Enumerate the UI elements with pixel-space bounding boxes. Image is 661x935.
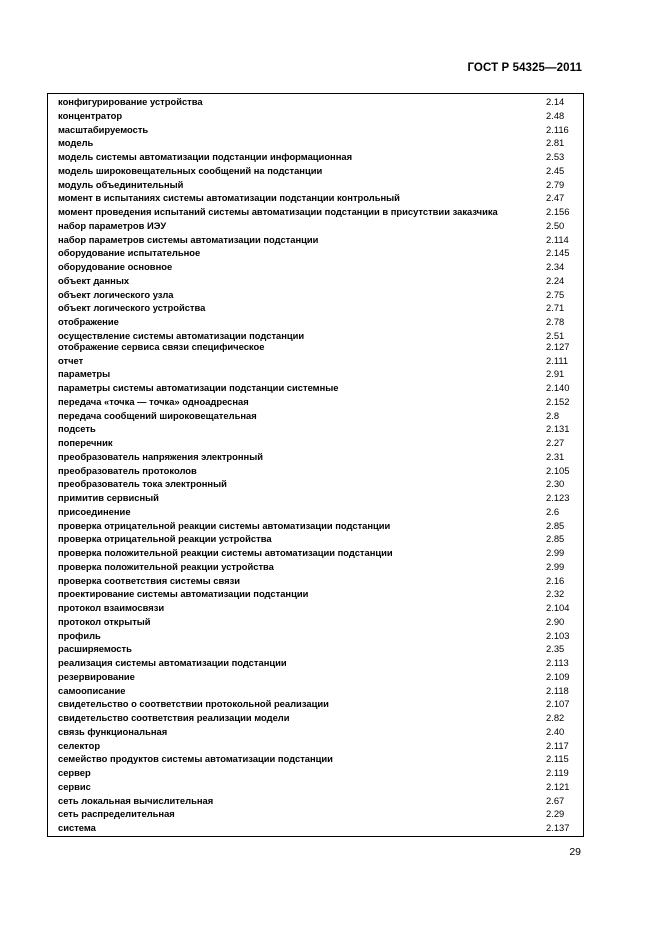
index-entry (58, 137, 573, 149)
index-reference: 2.6 (546, 505, 560, 517)
index-reference: 2.90 (546, 615, 565, 627)
index-term: модель широковещательных сообщений на подстанции (58, 164, 323, 176)
index-term: реализация системы автоматизации подстанции (58, 657, 287, 669)
index-term: преобразователь протоколов (58, 464, 197, 476)
index-term: модель системы автоматизации подстанции информационная (58, 151, 353, 162)
index-term: поперечник (58, 437, 113, 449)
index-term: передача сообщений широковещательная (58, 409, 257, 421)
index-entry (58, 657, 573, 669)
index-reference: 2.105 (546, 464, 570, 476)
index-term: примитив сервисный (58, 492, 159, 504)
index-term: протокол открытый (58, 615, 151, 627)
index-term: набор параметров системы автоматизации подстанции (58, 233, 319, 245)
index-entry (58, 547, 573, 559)
index-term: присоединение (58, 505, 131, 517)
index-entry (58, 630, 573, 642)
index-term: отображение (58, 316, 119, 327)
index-reference: 2.24 (546, 274, 565, 286)
index-reference: 2.152 (546, 395, 570, 407)
index-reference: 2.127 (546, 340, 570, 352)
index-term: концентратор (58, 109, 123, 121)
index-reference: 2.47 (546, 192, 565, 204)
index-reference: 2.79 (546, 178, 565, 190)
index-reference: 2.113 (546, 657, 569, 669)
index-term: сеть распределительная (58, 808, 175, 820)
index-reference: 2.71 (546, 302, 565, 314)
index-term: сеть локальная вычислительная (58, 794, 214, 806)
index-reference: 2.32 (546, 588, 565, 600)
index-entry (58, 451, 573, 463)
index-reference: 2.31 (546, 450, 565, 462)
index-reference: 2.82 (546, 712, 565, 724)
index-reference: 2.8 (546, 409, 560, 421)
index-entry (58, 234, 573, 246)
index-entry (58, 588, 573, 600)
index-reference: 2.123 (546, 492, 570, 504)
index-term: проверка соответствия системы связи (58, 574, 241, 586)
index-reference: 2.99 (546, 547, 565, 559)
index-term: объект логического устройства (58, 302, 206, 314)
index-entry (58, 822, 573, 834)
index-term: объект логического узла (58, 288, 174, 300)
index-reference: 2.103 (546, 629, 570, 641)
index-table (47, 93, 584, 837)
index-reference: 2.145 (546, 247, 570, 259)
index-entry (58, 753, 573, 765)
index-reference: 2.16 (546, 574, 565, 586)
document-standard-header: ГОСТ Р 54325—2011 (467, 62, 582, 74)
index-term: проверка отрицательной реакции устройства (58, 533, 272, 545)
index-term: модуль объединительный (58, 178, 184, 190)
index-term: проектирование системы автоматизации подстанции (58, 588, 309, 600)
index-reference: 2.156 (546, 206, 570, 217)
index-term: масштабируемость (58, 123, 149, 135)
index-entry (58, 808, 573, 820)
index-entry (58, 396, 573, 408)
index-reference: 2.27 (546, 437, 565, 449)
index-entry (58, 96, 573, 108)
index-term: оборудование основное (58, 261, 173, 272)
index-term: система (58, 822, 96, 834)
index-reference: 2.91 (546, 368, 565, 380)
index-entry (58, 124, 573, 136)
index-entry (58, 561, 573, 573)
index-entry (58, 712, 573, 724)
index-entry (58, 520, 573, 532)
index-reference: 2.34 (546, 261, 565, 272)
index-entry (58, 316, 573, 328)
index-reference: 2.75 (546, 288, 565, 300)
index-reference: 2.118 (546, 684, 569, 696)
index-reference: 2.109 (546, 670, 570, 682)
index-term: подсеть (58, 423, 96, 435)
index-reference: 2.81 (546, 137, 565, 149)
index-reference: 2.51 (546, 329, 565, 341)
index-entry (58, 643, 573, 655)
index-term: параметры системы автоматизации подстанции системные (58, 382, 339, 394)
index-entry (58, 616, 573, 628)
index-reference: 2.140 (546, 382, 570, 394)
index-entry (58, 465, 573, 477)
index-reference: 2.40 (546, 725, 565, 737)
index-reference: 2.35 (546, 643, 565, 655)
index-entry (58, 110, 573, 122)
index-entry (58, 341, 573, 353)
index-term: набор параметров ИЭУ (58, 219, 167, 231)
index-reference: 2.121 (546, 780, 570, 792)
index-term: отображение сервиса связи специфическое (58, 340, 265, 352)
index-reference: 2.14 (546, 96, 565, 107)
index-term: модель (58, 137, 94, 149)
index-entry (58, 685, 573, 697)
index-term: проверка отрицательной реакции системы автоматизации подстанции (58, 519, 391, 531)
index-reference: 2.45 (546, 164, 565, 176)
index-term: семейство продуктов системы автоматизации подстанции (58, 753, 333, 765)
index-entry (58, 575, 573, 587)
index-reference: 2.30 (546, 478, 565, 490)
index-entry (58, 437, 573, 449)
index-reference: 2.104 (546, 602, 570, 614)
index-term: сервис (58, 780, 91, 792)
index-reference: 2.78 (546, 316, 565, 327)
index-term: расширяемость (58, 643, 132, 655)
index-term: преобразователь напряжения электронный (58, 450, 263, 462)
index-term: момент в испытаниях системы автоматизации подстанции контрольный (58, 192, 400, 204)
index-entry (58, 165, 573, 177)
index-entry (58, 740, 573, 752)
index-term: преобразователь тока электронный (58, 478, 227, 490)
index-term: параметры (58, 368, 111, 380)
index-reference: 2.85 (546, 533, 565, 545)
index-entry (58, 368, 573, 380)
index-entry (58, 602, 573, 614)
index-reference: 2.85 (546, 519, 565, 531)
index-entry (58, 247, 573, 259)
index-term: селектор (58, 739, 101, 751)
index-reference: 2.114 (546, 233, 569, 245)
index-term: резервирование (58, 670, 135, 682)
index-term: свидетельство о соответствии протокольной реализации (58, 698, 329, 710)
page-number: 29 (569, 846, 581, 858)
index-entry (58, 795, 573, 807)
index-term: сервер (58, 767, 91, 779)
index-reference: 2.116 (546, 123, 569, 135)
index-entry (58, 410, 573, 422)
index-entry (58, 767, 573, 779)
index-entry (58, 355, 573, 367)
index-reference: 2.107 (546, 698, 570, 710)
index-entry (58, 179, 573, 191)
index-reference: 2.117 (546, 739, 569, 751)
index-term: протокол взаимосвязи (58, 602, 165, 614)
index-entry (58, 220, 573, 232)
index-term: осуществление системы автоматизации подстанции (58, 329, 305, 341)
index-term: проверка положительной реакции устройства (58, 560, 274, 572)
index-reference: 2.115 (546, 753, 569, 765)
index-entry (58, 192, 573, 204)
index-entry (58, 261, 573, 273)
index-term: момент проведения испытаний системы автоматизации подстанции в присутствии заказчика (58, 206, 498, 217)
index-term: оборудование испытательное (58, 247, 201, 259)
index-reference: 2.137 (546, 822, 570, 834)
index-term: объект данных (58, 274, 130, 286)
index-entry (58, 302, 573, 314)
index-reference: 2.53 (546, 151, 565, 162)
index-reference: 2.111 (546, 354, 569, 366)
index-entry (58, 781, 573, 793)
index-entry (58, 382, 573, 394)
index-entry (58, 423, 573, 435)
index-reference: 2.119 (546, 767, 569, 779)
index-entry (58, 151, 573, 163)
index-term: передача «точка — точка» одноадресная (58, 395, 249, 407)
index-term: самоописание (58, 684, 126, 696)
index-reference: 2.29 (546, 808, 565, 820)
index-entry (58, 206, 573, 218)
index-reference: 2.99 (546, 560, 565, 572)
index-term: связь функциональная (58, 725, 168, 737)
index-entry (58, 478, 573, 490)
index-entry (58, 698, 573, 710)
index-entry (58, 671, 573, 683)
index-reference: 2.50 (546, 219, 565, 231)
index-entry (58, 506, 573, 518)
index-entry (58, 330, 573, 342)
index-term: отчет (58, 354, 84, 366)
index-term: конфигурирование устройства (58, 96, 203, 107)
index-term: проверка положительной реакции системы автоматизации подстанции (58, 547, 393, 559)
index-reference: 2.67 (546, 794, 565, 806)
index-entry (58, 289, 573, 301)
index-entry (58, 726, 573, 738)
index-entry (58, 492, 573, 504)
index-reference: 2.131 (546, 423, 570, 435)
index-term: свидетельство соответствия реализации модели (58, 712, 290, 724)
index-term: профиль (58, 629, 101, 641)
index-entry (58, 533, 573, 545)
index-reference: 2.48 (546, 109, 565, 121)
index-entry (58, 275, 573, 287)
